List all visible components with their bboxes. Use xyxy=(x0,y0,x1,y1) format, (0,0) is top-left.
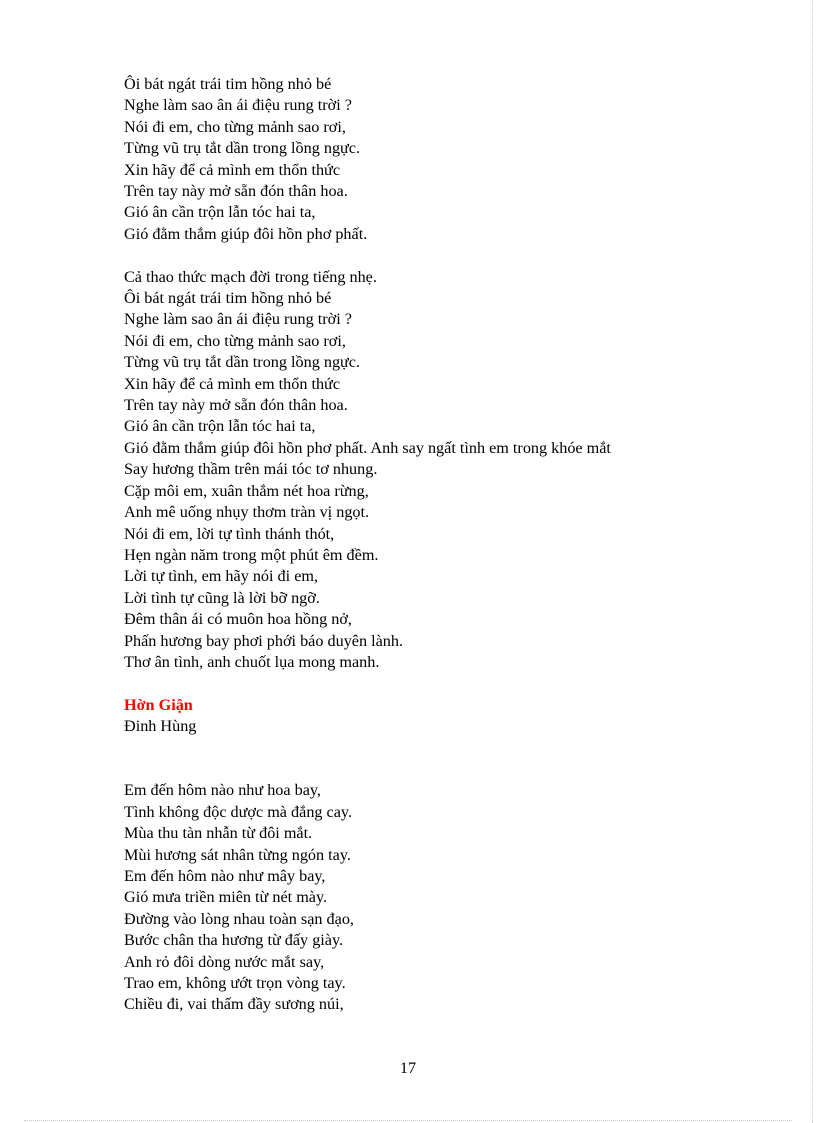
poem-line: Trên tay này mở sẵn đón thân hoa. xyxy=(124,396,348,415)
poem-line: Em đến hôm nào như mây bay, xyxy=(124,866,326,885)
poem-line: Nói đi em, cho từng mảnh sao rơi, xyxy=(124,331,346,350)
poem-line: Từng vũ trụ tắt dần trong lồng ngực. xyxy=(124,139,361,158)
poem-line: Từng vũ trụ tắt dần trong lồng ngực. xyxy=(124,353,361,372)
poem-line: Trên tay này mở sẵn đón thân hoa. xyxy=(124,182,348,201)
poem-line: Ôi bát ngát trái tim hồng nhỏ bé xyxy=(124,75,332,93)
poem-line: Nói đi em, lời tự tình thánh thót, xyxy=(124,524,335,543)
poem-line: Gió đằm thắm giúp đôi hồn phơ phất. Anh say ngất tình em trong khóe mắt xyxy=(124,438,611,457)
poem-line: Chiều đi, vai thấm đầy sương núi, xyxy=(124,995,344,1014)
stanza-gap xyxy=(124,245,684,266)
poem-line: Gió mưa triền miên từ nét mày. xyxy=(124,888,328,907)
poem-line: Mùi hương sát nhân từng ngón tay. xyxy=(124,845,351,864)
poem-line: Trao em, không ướt trọn vòng tay. xyxy=(124,974,346,993)
poem-text-block xyxy=(124,74,684,1016)
poem-line: Xin hãy để cả mình em thổn thức xyxy=(124,374,341,393)
poem-line: Mùa thu tàn nhẫn từ đôi mắt. xyxy=(124,824,313,843)
poem-line: Xin hãy để cả mình em thổn thức xyxy=(124,160,341,179)
page-right-divider xyxy=(812,0,813,1123)
poem-line: Cả thao thức mạch đời trong tiếng nhẹ. xyxy=(124,267,377,286)
poem-line: Gió ân cần trộn lẫn tóc hai ta, xyxy=(124,203,316,222)
poem-line: Tình không độc dược mà đắng cay. xyxy=(124,802,353,821)
page-bottom-divider xyxy=(24,1120,792,1121)
stanza-3 xyxy=(124,780,684,1015)
poem-line: Gió ân cần trộn lẫn tóc hai ta, xyxy=(124,417,316,436)
poem-line: Nghe làm sao ân ái điệu rung trời ? xyxy=(124,96,352,115)
stanza-1 xyxy=(124,74,684,245)
poem-line: Thơ ân tình, anh chuốt lụa mong manh. xyxy=(124,652,380,671)
stanza-gap xyxy=(124,673,684,694)
poem-line: Lời tự tình, em hãy nói đi em, xyxy=(124,567,319,586)
poem-line: Em đến hôm nào như hoa bay, xyxy=(124,781,321,800)
poem-line: Ôi bát ngát trái tim hồng nhỏ bé xyxy=(124,289,332,308)
poem-line: Say hương thầm trên mái tóc tơ nhung. xyxy=(124,460,378,479)
poem-line: Anh mê uống nhụy thơm tràn vị ngọt. xyxy=(124,503,370,522)
poem-line: Phấn hương bay phơi phới báo duyên lành. xyxy=(124,631,404,650)
title-gap xyxy=(124,738,684,781)
poem-line: Anh rỏ đôi dòng nước mắt say, xyxy=(124,952,325,971)
poem-line: Lời tình tự cũng là lời bỡ ngỡ. xyxy=(124,588,320,607)
poem-line: Đường vào lòng nhau toàn sạn đạo, xyxy=(124,909,354,928)
poem-line: Đêm thân ái có muôn hoa hồng nở, xyxy=(124,610,352,629)
poem-line: Bước chân tha hương từ đấy giày. xyxy=(124,931,344,950)
poem-line: Cặp môi em, xuân thắm nét hoa rừng, xyxy=(124,481,369,500)
stanza-2 xyxy=(124,267,684,674)
poem-line: Nghe làm sao ân ái điệu rung trời ? xyxy=(124,310,352,329)
poem-line: Hẹn ngàn năm trong một phút êm đềm. xyxy=(124,545,379,564)
poem-author: Đinh Hùng xyxy=(124,717,197,736)
poem-title: Hờn Giận xyxy=(124,695,193,714)
page-number: 17 xyxy=(399,1059,417,1077)
poem-line: Gió đằm thắm giúp đôi hồn phơ phất. xyxy=(124,224,368,243)
poem-line: Nói đi em, cho từng mảnh sao rơi, xyxy=(124,117,346,136)
